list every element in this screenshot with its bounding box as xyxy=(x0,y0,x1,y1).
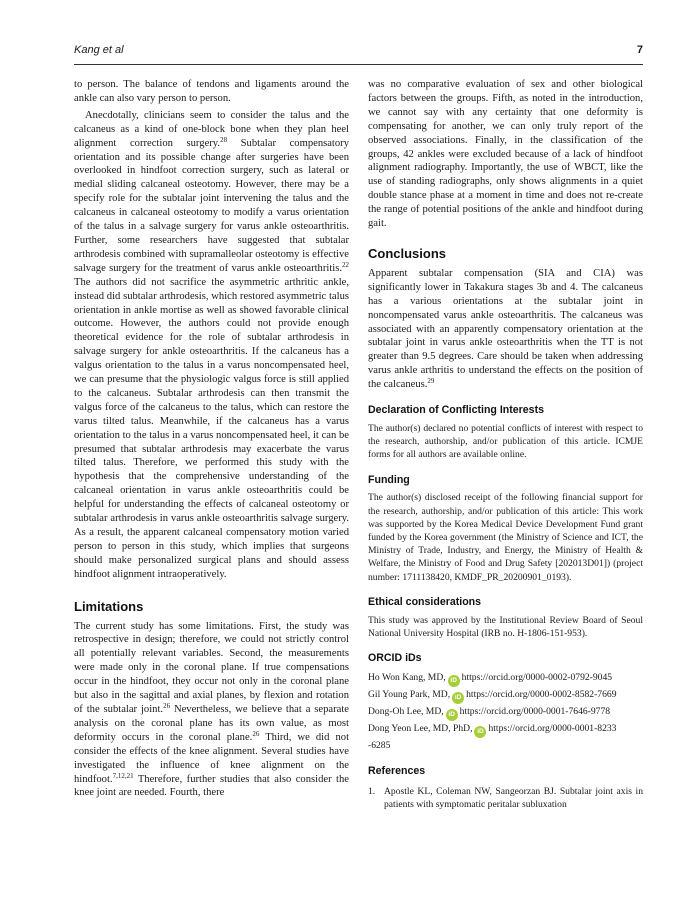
text-run: Nevertheless, we believe that a separate analysis on the coronal plane has its own value, as most deformity occurs in the coronal plane. xyxy=(74,703,349,743)
section-heading-references: References xyxy=(368,765,426,778)
paragraph-conclusions xyxy=(368,267,643,392)
section-heading-funding: Funding xyxy=(368,473,410,486)
citation: 26 xyxy=(252,729,260,738)
reference-text: Apostle KL, Coleman NW, Sangeorzan BJ. Subtalar joint axis in patients with symptomatic peritalar subluxation xyxy=(384,786,643,811)
orcid-entry xyxy=(368,704,643,721)
orcid-author-name: Dong-Oh Lee, MD, xyxy=(368,706,444,718)
orcid-link[interactable]: https://orcid.org/0000-0001-7646-9778 xyxy=(459,706,611,718)
section-heading-limitations: Limitations xyxy=(74,598,144,614)
section-heading-ethics: Ethical considerations xyxy=(368,595,482,608)
orcid-link[interactable]: https://orcid.org/0000-0002-8582-7669 xyxy=(466,689,617,701)
left-column xyxy=(74,78,349,800)
text-run: Therefore, further studies that also consider the knee joint are needed. Fourth, there xyxy=(74,773,349,799)
orcid-icon: iD xyxy=(448,675,460,687)
orcid-link[interactable]: https://orcid.org/0000-0002-0792-9045 xyxy=(461,672,613,684)
citation: 28 xyxy=(220,135,228,144)
paragraph-anecdotally xyxy=(74,109,349,582)
citation: 29 xyxy=(427,377,435,386)
paragraph-ethics: This study was approved by the Institutional Review Board of Seoul National University Hospital (IRB no. H-1806-151-953). xyxy=(368,614,643,639)
paragraph-continued-right: was no comparative evaluation of sex and other biological factors between the groups. Fifth, as noted in the introduction, we cannot say with any certainty that one deformity is compensating for another, we can only truly report of the observed associations. Finally, in the classification of the groups, 42 ankles were excluded because of a lack of hindfoot alignment radiography. Importantly, the use of WBCT, like the use of standing radiographs, only shows alignments in a quiet double stance phase at a moment in time and does not re-create the range of potential positions of the ankle and hindfoot during gait. xyxy=(368,79,643,230)
section-heading-conflicts: Declaration of Conflicting Interests xyxy=(368,404,544,417)
citation: 7,12,21 xyxy=(112,771,134,780)
orcid-entry xyxy=(368,721,643,738)
text-run: Anecdotally, clinicians seem to consider the talus and the calcaneus as a kind of one-block bone when they plan heel alignment correction surgery. xyxy=(74,109,349,149)
orcid-icon: iD xyxy=(446,709,458,721)
orcid-author-name: Dong Yeon Lee, MD, PhD, xyxy=(368,723,473,735)
page-number: 7 xyxy=(636,44,643,56)
orcid-icon: iD xyxy=(474,726,486,738)
text-run: The current study has some limitations. First, the study was retrospective in design; therefore, we could not strictly control all potentially relevant variables. Second, the measurements were made only in the coronal plane. If true compensations occur in the hindfoot, they occur not only in the coronal plane but also in the sagittal and axial planes, by flexion and rotation of the subtalar joint. xyxy=(74,620,349,715)
orcid-link-continued[interactable]: -6285 xyxy=(368,740,391,752)
text-run: Subtalar compensatory orientation and its possible change after surgeries have been overlooked in hindfoot correction surgery, such as lateral or medial sliding calcaneal osteotomy. However, there may be a specify role for the subtalar joint intervening the talus and the calcaneus in calcaneal osteotomy to modify a varus orientation of the talus in a salvage surgery for varus ankle osteoarthritis. Further, some researchers have suggested that subtalar arthrodesis combined with supramalleolar osteotomy is effective salvage surgery for the treatment of varus ankle osteoarthritis. xyxy=(74,137,350,274)
orcid-author-name: Ho Won Kang, MD, xyxy=(368,672,446,684)
orcid-icon: iD xyxy=(452,692,464,704)
reference-item xyxy=(368,785,643,811)
reference-number: 1. xyxy=(368,786,376,797)
paragraph-conflicts: The author(s) declared no potential conflicts of interest with respect to the research, authorship, and/or publication of this article. ICMJE forms for all authors are available online. xyxy=(368,422,643,461)
orcid-entry xyxy=(368,687,643,704)
citation: 22 xyxy=(342,260,349,269)
running-head-author: Kang et al xyxy=(74,44,124,56)
right-column xyxy=(368,78,643,811)
paragraph-limitations xyxy=(74,620,349,801)
paragraph-continued: to person. The balance of tendons and ligaments around the ankle can also vary person to person. xyxy=(74,79,349,104)
text-run: Apparent subtalar compensation (SIA and CIA) was significantly lower in Takakura stages 3b and 4. The calcaneus has a various orientations at the subtalar joint in noncompensated varus ankle osteoarthritis. The calcaneus was associated with an apparently compensatory orientation at the subtalar joint in varus ankle osteoarthritis when the TT is not greater than 9.5 degrees. Care should be taken when addressing varus ankle arthritis to understand the effects on the position of the calcaneus. xyxy=(368,267,643,391)
header-rule xyxy=(74,64,643,65)
orcid-author-name: Gil Young Park, MD, xyxy=(368,689,451,701)
running-head xyxy=(74,44,643,60)
text-run: The authors did not sacrifice the asymmetric arthritic ankle, instead did subtalar arthrodesis, which restored asymmetric talus orientation in ankle mortise as well as showed favorable clinical outcome. However, the authors could not provide enough theoretical evidence for the role of subtalar arthrodesis in salvage surgery for ankle osteoarthritis. If the calcaneus has a valgus orientation to the talus in a varus noncompensated heel, we can presume that the physiologic valgus force is still applied to the calcaneus. Subtalar arthrodesis can then transmit the valgus force of the calcaneus to the talus, which can restore the varus tilted talus. Meanwhile, if the calcaneus has a varus orientation to the talus in a varus noncompensated heel, it can be presumed that subtalar arthrodesis may exacerbate the varus tilted talus. Therefore, we performed this study with the hypothesis that the comprehensive understanding of the calcaneal orientation in varus ankle osteoarthritis could be helpful for understanding the effects of calcaneal osteotomy or subtalar arthrodesis in varus ankle osteoarthritis salvage surgery. As a result, the apparent calcaneal compensatory motion varied person to person in this study, which implies that surgeons should make personalized surgical plans and should assess hindfoot alignment intraoperatively. xyxy=(74,276,349,580)
paragraph-funding: The author(s) disclosed receipt of the following financial support for the research, authorship, and/or publication of this article: This work was supported by the Korea Medical Device Development Fund grant funded by the Korea government (the Ministry of Science and ICT, the Ministry of Trade, Industry, and Energy, the Ministry of Health & Welfare, the Ministry of Food and Drug Safety [202013D01]) (project number: 1711138420, KMDF_PR_20200901_0193). xyxy=(368,492,643,583)
orcid-entry xyxy=(368,670,643,687)
text-run: Third, we did not consider the effects of the knee alignment. Several studies have investigated the influence of knee alignment on the hindfoot. xyxy=(74,731,350,785)
orcid-link[interactable]: https://orcid.org/0000-0001-8233 xyxy=(488,723,617,735)
citation: 26 xyxy=(163,701,171,710)
section-heading-conclusions: Conclusions xyxy=(368,245,447,261)
section-heading-orcid: ORCID iDs xyxy=(368,652,422,665)
